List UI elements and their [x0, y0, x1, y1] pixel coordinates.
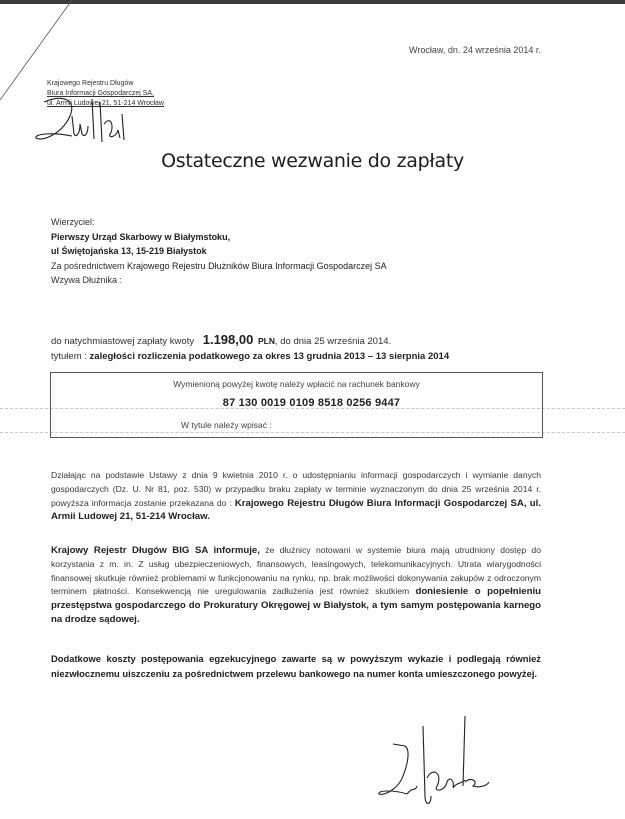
legal-basis-paragraph: [51, 469, 541, 524]
via-prefix: Za pośrednictwem: [51, 260, 128, 271]
prosecution-warning: doniesienie o popełnieniu przestępstwa gospodarczego do Prokuratury Okręgowej w Białystok, a tym samym postępowania karnego na drodze sądowej.: [51, 586, 541, 625]
via-name: Krajowego Rejestru Dłużników Biura Informacji Gospodarczej SA: [127, 260, 387, 271]
sender-line: ul. Armii Ludowej 21, 51-214 Wrocław: [47, 100, 164, 107]
bank-box-label: Wymienioną powyżej kwotę należy wpłacić na rachunek bankowy: [173, 379, 420, 389]
payment-amount-line: [51, 332, 391, 347]
place-date: Wrocław, dn. 24 września 2014 r.: [409, 45, 541, 55]
transfer-title-label: W tytule należy wpisać :: [181, 420, 272, 430]
registry-address: Krajowego Rejestru Długów Biura Informacji Gospodarczej SA, ul. Armii Ludowej 21, 51-214 Wrocław.: [51, 497, 541, 523]
sender-line: Krajowego Rejestru Długów: [47, 80, 134, 87]
reason-prefix: tytułem :: [51, 351, 90, 362]
document-title: Ostateczne wezwanie do zapłaty: [161, 150, 464, 172]
creditor-name: Pierwszy Urząd Skarbowy w Białymstoku,: [51, 231, 231, 242]
legal-basis-text: Działając na podstawie Ustawy z dnia 9 kwietnia 2010 r. o udostępnianiu informacji gospodarczych i wymianie danych gospodarczych (Dz. U. Nr 81, poz. 530) w przypadku braku zapłaty w terminie wyznaczonym do dnia 25 września 2014 r. powyższa informacja zostanie przekazana do :: [51, 470, 541, 508]
payment-currency: PLN: [257, 336, 275, 346]
payment-reason-line: [51, 351, 449, 362]
payment-reason: zaległości rozliczenia podatkowego za okres 13 grudnia 2013 – 13 sierpnia 2014: [89, 351, 450, 362]
document-page: [0, 4, 625, 819]
consequences-paragraph: [51, 544, 541, 627]
via-line: [51, 259, 387, 274]
consequences-text: że dłużnicy notowani w systemie biura mają utrudniony dostęp do korzystania z m. in. Z usług ubezpieczeniowych, finansowych, leasingowych, telekomunikacyjnych. Utrata wiarygodności finansowej skutkuje również problemami w funkcjonowaniu na rynku, np. brak możliwości dokonywania zakupów z odroczonym terminem płatności. Konsekwencją nie uregulowania zadłużenia jest również skutkiem: [51, 545, 541, 597]
payment-deadline: , do dnia 25 września 2014.: [274, 336, 392, 347]
bank-account-box: [50, 372, 543, 438]
additional-costs-paragraph: Dodatkowe koszty postępowania egzekucyjnego zawarte są w powyższym wykazie i podlegają również niezwłocznemu uiszczeniu za pośrednictwem przelewu bankowego na numer konta umieszczonego powyżej.: [51, 653, 541, 679]
payment-prefix: do natychmiastowej zapłaty kwoty: [51, 336, 195, 347]
summons-line: Wzywa Dłużnika :: [51, 275, 123, 285]
registry-informs: Krajowy Rejestr Długów BIG SA informuje,: [51, 545, 260, 556]
bottom-signature: [375, 716, 515, 816]
creditor-address: ul Świętojańska 13, 15-219 Białystok: [51, 246, 207, 256]
top-signature: [32, 94, 142, 154]
payment-amount: 1.198,00: [202, 332, 254, 347]
creditor-label: Wierzyciel:: [51, 217, 95, 227]
creditor-block: [51, 215, 387, 288]
sender-line: Biura Informacji Gospodarczej SA,: [47, 90, 154, 97]
bank-account-number: 87 130 0019 0109 8518 0256 9447: [222, 397, 401, 409]
